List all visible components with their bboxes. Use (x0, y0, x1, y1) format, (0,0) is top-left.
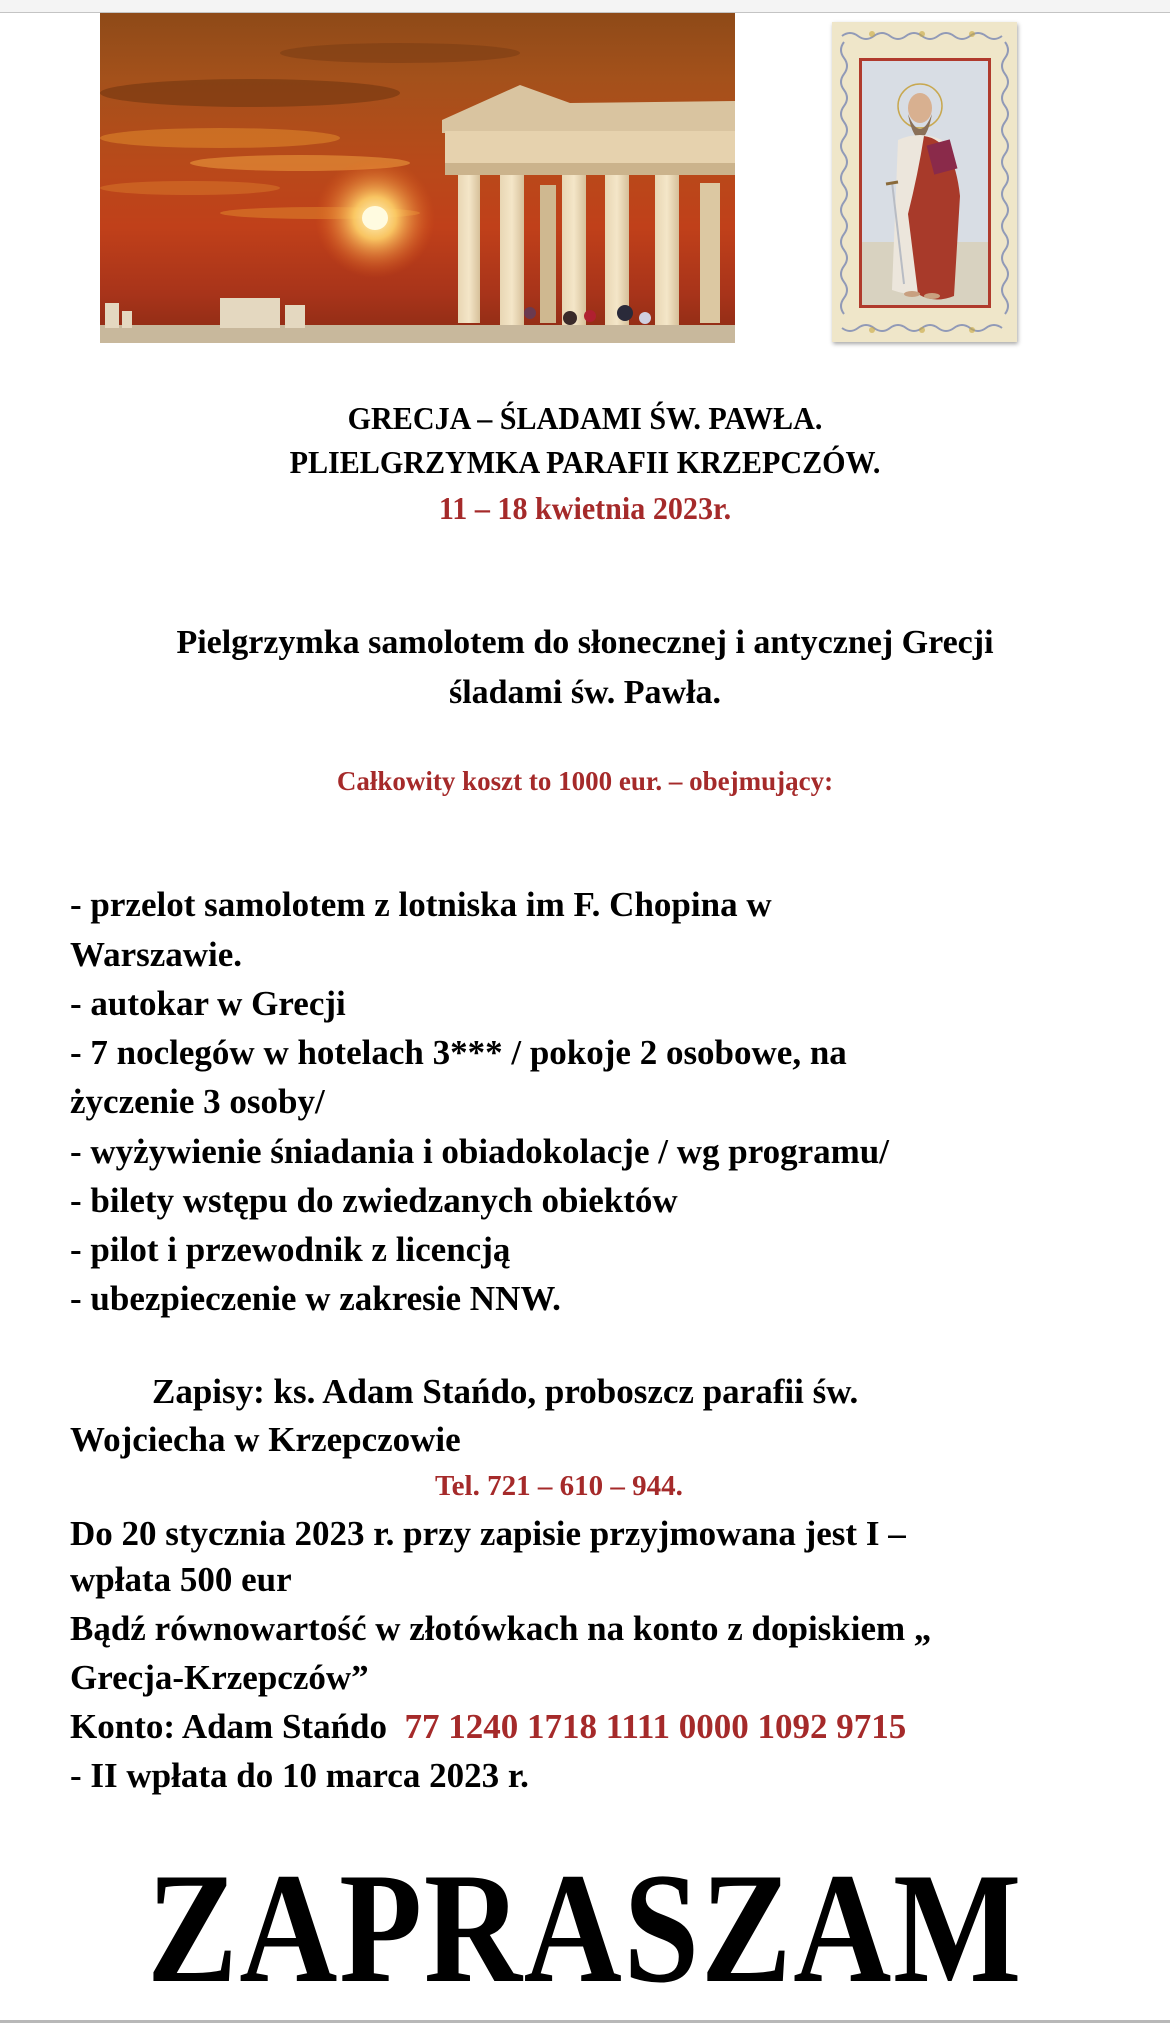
transfer-line-1: Bądź równowartość w złotówkach na konto z dopiskiem „ (70, 1609, 932, 1648)
deposit-line-2: wpłata 500 eur (70, 1560, 292, 1599)
include-item: - wyżywienie śniadania i obiadokolacje / wg programu/ (70, 1132, 889, 1171)
title-line-2: PLIELGRZYMKA PARAFII KRZEPCZÓW. (289, 444, 881, 480)
total-cost: Całkowity koszt to 1000 eur. – obejmujący: (336, 766, 834, 796)
parthenon-photo (100, 13, 735, 343)
account-label: Konto: Adam Stańdo (70, 1707, 388, 1746)
include-item: Warszawie. (70, 935, 243, 974)
title-line-1: GRECJA – ŚLADAMI ŚW. PAWŁA. (347, 400, 823, 436)
saint-paul-icon-card (832, 22, 1017, 342)
account-number: 77 1240 1718 1111 0000 1092 9715 (404, 1707, 907, 1746)
trip-dates: 11 – 18 kwietnia 2023r. (438, 490, 732, 526)
sun (362, 206, 388, 230)
intro-line-2: śladami św. Pawła. (448, 674, 722, 711)
parthenon-illustration (100, 13, 735, 343)
include-item: - autokar w Grecji (70, 984, 346, 1023)
ruins (105, 298, 305, 328)
signup-contact-line-1: Zapisy: ks. Adam Stańdo, proboszcz parafii św. (152, 1372, 859, 1411)
temple (442, 85, 735, 325)
transfer-line-2: Grecja-Krzepczów” (70, 1658, 369, 1697)
invite-heading: ZAPRASZAM (146, 1841, 1024, 2016)
include-item: - pilot i przewodnik z licencją (70, 1230, 511, 1269)
rocks (100, 325, 735, 343)
include-item: - 7 noclegów w hotelach 3*** / pokoje 2 osobowe, na (70, 1033, 847, 1072)
include-item: życzenie 3 osoby/ (70, 1082, 325, 1121)
include-item: - bilety wstępu do zwiedzanych obiektów (70, 1181, 678, 1220)
second-payment: - II wpłata do 10 marca 2023 r. (70, 1756, 529, 1795)
include-item: - ubezpieczenie w zakresie NNW. (70, 1279, 561, 1318)
top-strip (0, 0, 1170, 13)
signup-contact-line-2: Wojciecha w Krzepczowie (70, 1420, 461, 1459)
phone-number: Tel. 721 – 610 – 944. (435, 1470, 683, 1502)
saint-paul-illustration (832, 22, 1017, 342)
account-line (70, 1709, 906, 1744)
intro-line-1: Pielgrzymka samolotem do słonecznej i antycznej Grecji (176, 624, 994, 661)
include-item: - przelot samolotem z lotniska im F. Chopina w (70, 885, 772, 924)
deposit-line-1: Do 20 stycznia 2023 r. przy zapisie przyjmowana jest I – (70, 1514, 906, 1553)
